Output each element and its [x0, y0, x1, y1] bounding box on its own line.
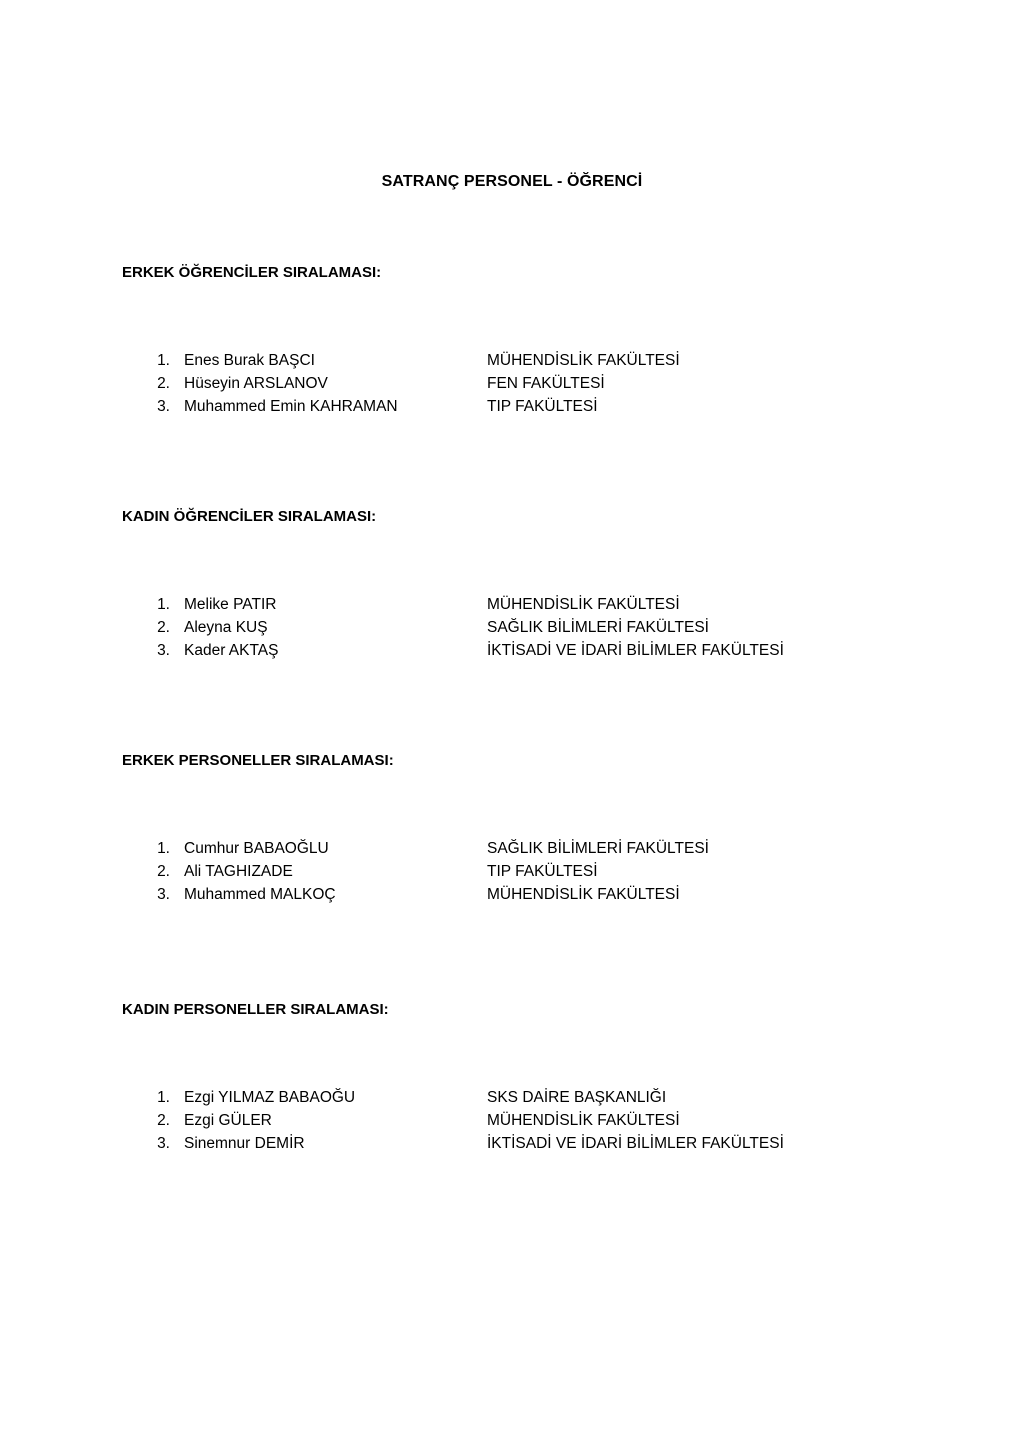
rank-number: 3.	[157, 398, 170, 415]
player-name: Sinemnur DEMİR	[184, 1135, 305, 1152]
ranking-entry	[122, 616, 882, 639]
faculty-name: İKTİSADİ VE İDARİ BİLİMLER FAKÜLTESİ	[487, 642, 784, 659]
faculty-name: FEN FAKÜLTESİ	[487, 375, 605, 392]
rank-number: 1.	[157, 352, 170, 369]
rank-number: 2.	[157, 375, 170, 392]
rank-number: 3.	[157, 1135, 170, 1152]
ranking-section-male-students	[122, 262, 882, 418]
faculty-name: MÜHENDİSLİK FAKÜLTESİ	[487, 596, 680, 613]
ranking-entry	[122, 1109, 882, 1132]
ranking-list	[122, 1086, 882, 1155]
faculty-name: MÜHENDİSLİK FAKÜLTESİ	[487, 886, 680, 903]
player-name: Aleyna KUŞ	[184, 619, 268, 636]
ranking-section-female-staff	[122, 999, 882, 1155]
ranking-entry	[122, 883, 882, 906]
section-heading: KADIN PERSONELLER SIRALAMASI:	[122, 1001, 389, 1018]
rank-number: 2.	[157, 619, 170, 636]
faculty-name: MÜHENDİSLİK FAKÜLTESİ	[487, 1112, 680, 1129]
faculty-name: TIP FAKÜLTESİ	[487, 863, 598, 880]
faculty-name: SKS DAİRE BAŞKANLIĞI	[487, 1089, 667, 1106]
ranking-section-female-students	[122, 506, 882, 662]
player-name: Ali TAGHIZADE	[184, 863, 293, 880]
ranking-entry	[122, 837, 882, 860]
player-name: Cumhur BABAOĞLU	[184, 840, 329, 857]
ranking-entry	[122, 1132, 882, 1155]
rank-number: 3.	[157, 642, 170, 659]
player-name: Hüseyin ARSLANOV	[184, 375, 328, 392]
section-heading: ERKEK ÖĞRENCİLER SIRALAMASI:	[122, 264, 382, 281]
ranking-entry	[122, 372, 882, 395]
ranking-entry	[122, 349, 882, 372]
ranking-entry	[122, 860, 882, 883]
rank-number: 1.	[157, 840, 170, 857]
ranking-list	[122, 349, 882, 418]
ranking-list	[122, 837, 882, 906]
ranking-list	[122, 593, 882, 662]
player-name: Ezgi GÜLER	[184, 1112, 272, 1129]
rank-number: 3.	[157, 886, 170, 903]
faculty-name: SAĞLIK BİLİMLERİ FAKÜLTESİ	[487, 619, 709, 636]
rank-number: 2.	[157, 863, 170, 880]
ranking-entry	[122, 593, 882, 616]
ranking-section-male-staff	[122, 750, 882, 906]
player-name: Melike PATIR	[184, 596, 277, 613]
rank-number: 1.	[157, 596, 170, 613]
rank-number: 1.	[157, 1089, 170, 1106]
faculty-name: İKTİSADİ VE İDARİ BİLİMLER FAKÜLTESİ	[487, 1135, 784, 1152]
faculty-name: MÜHENDİSLİK FAKÜLTESİ	[487, 352, 680, 369]
player-name: Kader AKTAŞ	[184, 642, 279, 659]
section-heading: ERKEK PERSONELLER SIRALAMASI:	[122, 752, 394, 769]
faculty-name: SAĞLIK BİLİMLERİ FAKÜLTESİ	[487, 840, 709, 857]
document-title: SATRANÇ PERSONEL - ÖĞRENCİ	[381, 173, 643, 190]
player-name: Muhammed MALKOÇ	[184, 886, 336, 903]
ranking-entry	[122, 639, 882, 662]
player-name: Muhammed Emin KAHRAMAN	[184, 398, 398, 415]
section-heading: KADIN ÖĞRENCİLER SIRALAMASI:	[122, 508, 377, 525]
player-name: Ezgi YILMAZ BABAOĞU	[184, 1089, 356, 1106]
player-name: Enes Burak BAŞCI	[184, 352, 315, 369]
ranking-entry	[122, 395, 882, 418]
ranking-entry	[122, 1086, 882, 1109]
faculty-name: TIP FAKÜLTESİ	[487, 398, 598, 415]
rank-number: 2.	[157, 1112, 170, 1129]
